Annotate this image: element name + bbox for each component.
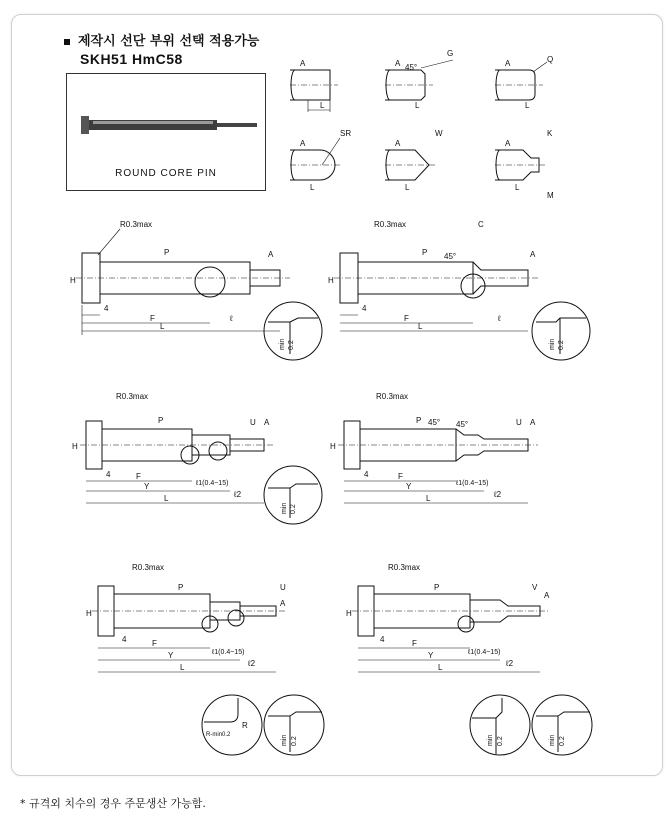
- label-a: A: [264, 418, 270, 427]
- label-l: L: [515, 183, 520, 192]
- label-h: H: [70, 276, 76, 285]
- label-a: A: [544, 591, 550, 600]
- label-m: M: [547, 191, 554, 200]
- label-r-min: R-min0.2: [206, 732, 231, 738]
- label-l-small: ℓ: [230, 314, 233, 323]
- tip-variant-stepped: [495, 129, 554, 200]
- label-l: L: [160, 322, 165, 331]
- label-f: F: [150, 314, 155, 323]
- label-c: C: [478, 220, 484, 229]
- label-h: H: [346, 609, 352, 618]
- label-a: A: [505, 139, 511, 148]
- label-min: min: [279, 338, 286, 350]
- label-k: K: [547, 129, 553, 138]
- label-45-first: 45°: [428, 418, 441, 427]
- detail-circle-2: [209, 442, 227, 460]
- label-f: F: [398, 472, 403, 481]
- label-l: L: [418, 322, 423, 331]
- product-photo: [66, 73, 266, 191]
- label-45-second: 45°: [456, 420, 469, 429]
- label-l: L: [405, 183, 410, 192]
- label-g: G: [447, 49, 454, 58]
- label-f: F: [136, 472, 141, 481]
- label-l: L: [415, 101, 420, 110]
- label-v: V: [532, 583, 538, 592]
- label-u: U: [250, 418, 256, 427]
- label-a: A: [395, 139, 401, 148]
- heading-text: 제작시 선단 부위 선택 적용가능: [78, 34, 260, 49]
- label-a: A: [268, 250, 274, 259]
- label-u: U: [516, 418, 522, 427]
- detail-circle-2: [228, 610, 244, 626]
- label-l2: ℓ2: [248, 659, 256, 668]
- label-l1: ℓ1(0.4~15): [196, 480, 229, 487]
- label-l1: ℓ1(0.4~15): [456, 480, 489, 487]
- detail-view-stepped: [262, 464, 324, 526]
- label-4: 4: [104, 304, 109, 313]
- label-w: W: [435, 129, 443, 138]
- label-f: F: [152, 639, 157, 648]
- detail-circle: [195, 267, 225, 297]
- label-p: P: [422, 248, 428, 257]
- label-min-val: 0.2: [559, 736, 566, 746]
- label-min: min: [281, 502, 288, 514]
- label-l-small: ℓ: [498, 314, 501, 323]
- label-r03: R0.3max: [132, 563, 165, 572]
- pin-highlight: [93, 121, 213, 124]
- label-min-val: 0.2: [290, 504, 297, 514]
- tip-variant-flat: [290, 59, 338, 112]
- label-r03: R0.3max: [116, 392, 149, 401]
- label-45: 45°: [444, 252, 457, 261]
- label-h: H: [328, 276, 334, 285]
- label-f: F: [412, 639, 417, 648]
- label-min-val: 0.2: [497, 736, 504, 746]
- label-p: P: [158, 416, 164, 425]
- label-min-val: 0.2: [288, 340, 295, 350]
- label-r03: R0.3max: [120, 220, 153, 229]
- label-45: 45°: [405, 63, 418, 72]
- label-l1: ℓ1(0.4~15): [212, 649, 245, 656]
- footnote: * 규격외 치수의 경우 주문생산 가능함.: [20, 797, 206, 810]
- label-4: 4: [106, 470, 111, 479]
- pin-head: [81, 116, 89, 134]
- label-4: 4: [362, 304, 367, 313]
- label-l1: ℓ1(0.4~15): [468, 649, 501, 656]
- label-h: H: [330, 442, 336, 451]
- drawing-chamfer-pin: [318, 215, 548, 365]
- tip-variants: [280, 40, 580, 210]
- label-y: Y: [168, 651, 174, 660]
- label-r03: R0.3max: [388, 563, 421, 572]
- core-pin-illustration: [67, 74, 265, 164]
- drawing-stepped-pin-u: [80, 560, 300, 690]
- label-a: A: [530, 250, 536, 259]
- label-r: R: [242, 721, 248, 730]
- label-4: 4: [380, 635, 385, 644]
- photo-caption: ROUND CORE PIN: [115, 168, 217, 179]
- detail-circle-1: [458, 616, 474, 632]
- label-p: P: [434, 583, 440, 592]
- label-l2: ℓ2: [234, 490, 242, 499]
- detail-views-stepped-v: [466, 692, 596, 758]
- label-a: A: [280, 599, 286, 608]
- label-min-val: 0.2: [291, 736, 298, 746]
- label-p: P: [178, 583, 184, 592]
- label-r03: R0.3max: [376, 392, 409, 401]
- label-y: Y: [406, 482, 412, 491]
- label-f: F: [404, 314, 409, 323]
- label-l: L: [426, 494, 431, 503]
- label-h: H: [72, 442, 78, 451]
- section-heading: [64, 30, 259, 49]
- label-a: A: [300, 139, 306, 148]
- detail-view-straight: [262, 300, 324, 362]
- label-a: A: [505, 59, 511, 68]
- detail-view-chamfer: [530, 300, 592, 362]
- material-spec: SKH51 HmC58: [80, 51, 183, 67]
- drawing-double-chamfer-pin: [318, 385, 553, 525]
- label-l: L: [438, 663, 443, 672]
- label-l: L: [180, 663, 185, 672]
- drawing-stepped-pin-v: [340, 560, 560, 690]
- label-l2: ℓ2: [506, 659, 514, 668]
- label-a: A: [395, 59, 401, 68]
- tip-variant-cone: [385, 129, 443, 192]
- tip-variant-sphere: [290, 129, 351, 192]
- label-min: min: [549, 734, 556, 746]
- label-y: Y: [144, 482, 150, 491]
- label-h: H: [86, 609, 92, 618]
- label-4: 4: [122, 635, 127, 644]
- label-y: Y: [428, 651, 434, 660]
- label-l: L: [525, 101, 530, 110]
- label-l: L: [164, 494, 169, 503]
- label-min: min: [281, 734, 288, 746]
- label-a: A: [530, 418, 536, 427]
- label-r03: R0.3max: [374, 220, 407, 229]
- detail-views-stepped-u: [198, 692, 328, 758]
- label-min: min: [487, 734, 494, 746]
- label-a: A: [300, 59, 306, 68]
- bullet-icon: [64, 39, 70, 45]
- label-u: U: [280, 583, 286, 592]
- label-l: L: [310, 183, 315, 192]
- label-min-val: 0.2: [558, 340, 565, 350]
- label-p: P: [416, 416, 422, 425]
- tip-variant-chamfer: [385, 49, 453, 110]
- label-4: 4: [364, 470, 369, 479]
- label-q: Q: [547, 55, 554, 64]
- label-l: L: [320, 101, 325, 110]
- pin-tip: [217, 123, 257, 127]
- label-sr: SR: [340, 129, 352, 138]
- label-l2: ℓ2: [494, 490, 502, 499]
- label-p: P: [164, 248, 170, 257]
- tip-variant-radius: [495, 55, 553, 110]
- label-min: min: [549, 338, 556, 350]
